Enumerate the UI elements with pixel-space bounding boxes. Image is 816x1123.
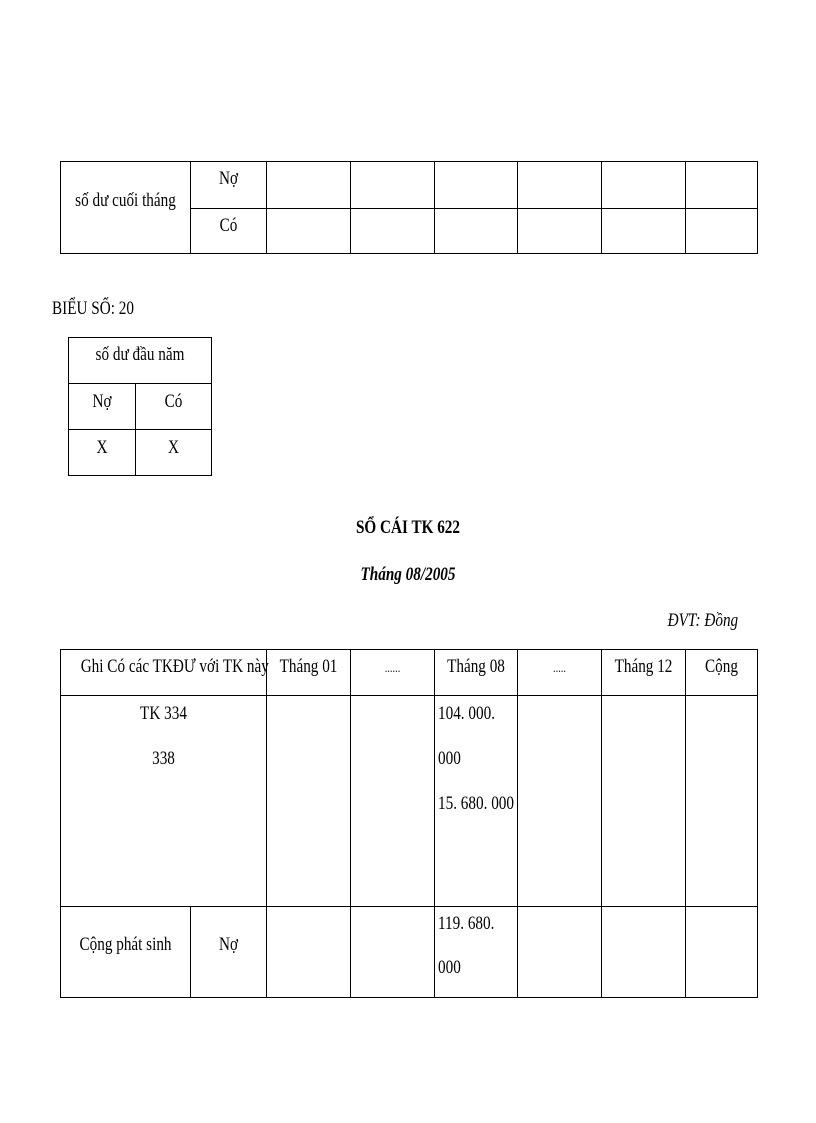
value-334-line2: 000 bbox=[438, 748, 461, 769]
cell bbox=[601, 161, 686, 209]
header-total: Cộng bbox=[705, 656, 738, 677]
cell bbox=[685, 161, 758, 209]
header-accounts: Ghi Có các TKĐƯ với TK này bbox=[80, 656, 269, 677]
cell bbox=[517, 208, 602, 254]
header-month-08: Tháng 08 bbox=[447, 656, 505, 677]
cell bbox=[517, 161, 602, 209]
cell bbox=[685, 695, 758, 907]
cell bbox=[434, 161, 518, 209]
cell bbox=[601, 906, 686, 998]
form-number: BIỂU SỐ: 20 bbox=[52, 298, 134, 319]
cell bbox=[350, 161, 435, 209]
cell bbox=[685, 906, 758, 998]
account-334: TK 334 bbox=[140, 703, 187, 724]
closing-balance-label: số dư cuối tháng bbox=[75, 190, 176, 211]
cell bbox=[517, 906, 602, 998]
cell bbox=[350, 208, 435, 254]
debit-value: X bbox=[96, 437, 108, 458]
cell bbox=[266, 695, 351, 907]
currency-unit: ĐVT: Đồng bbox=[667, 610, 738, 631]
debit-label: Nợ bbox=[92, 391, 112, 412]
credit-value: X bbox=[168, 437, 179, 458]
cell bbox=[350, 695, 435, 907]
cell bbox=[266, 161, 351, 209]
cell bbox=[601, 208, 686, 254]
header-month-12: Tháng 12 bbox=[614, 656, 673, 677]
total-value-line2: 000 bbox=[438, 957, 461, 978]
debit-label: Nợ bbox=[218, 168, 239, 189]
header-ellipsis-2: ..... bbox=[553, 660, 566, 675]
cell bbox=[517, 695, 602, 907]
total-label: Cộng phát sinh bbox=[79, 934, 172, 955]
cell bbox=[60, 695, 267, 907]
account-338: 338 bbox=[152, 748, 175, 769]
ledger-title: SỔ CÁI TK 622 bbox=[355, 517, 461, 538]
cell bbox=[434, 208, 518, 254]
ledger-period: Tháng 08/2005 bbox=[360, 564, 456, 585]
header-month-01: Tháng 01 bbox=[279, 656, 338, 677]
cell bbox=[266, 208, 351, 254]
opening-balance-header: số dư đầu năm bbox=[95, 344, 185, 365]
credit-label: Có bbox=[219, 215, 238, 236]
cell bbox=[350, 906, 435, 998]
credit-label: Có bbox=[164, 391, 183, 412]
value-338: 15. 680. 000 bbox=[438, 793, 514, 814]
cell bbox=[266, 906, 351, 998]
header-ellipsis-1: ...... bbox=[384, 660, 401, 675]
cell bbox=[601, 695, 686, 907]
value-334-line1: 104. 000. bbox=[438, 703, 495, 724]
total-side: Nợ bbox=[218, 934, 239, 955]
cell bbox=[685, 208, 758, 254]
total-value-line1: 119. 680. bbox=[438, 913, 495, 934]
